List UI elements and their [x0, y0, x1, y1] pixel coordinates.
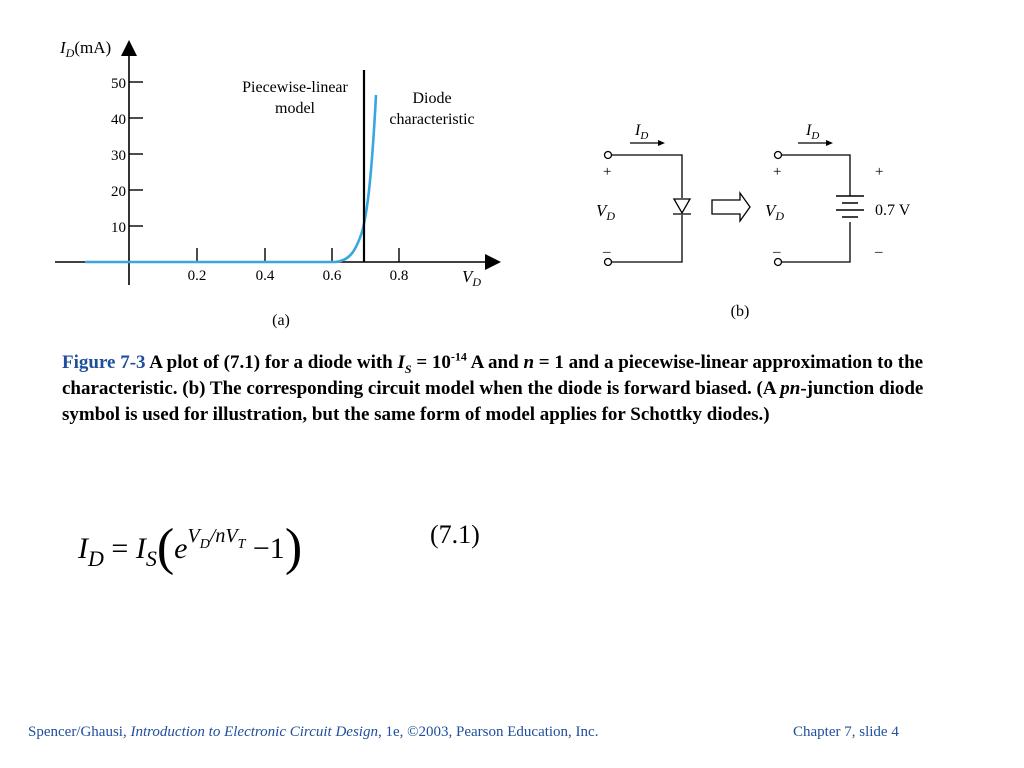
- pn-symbol: pn: [780, 378, 801, 399]
- eq-exp-vd-sub: D: [199, 537, 210, 552]
- eq-exp-vt: V: [225, 525, 238, 547]
- y-axis-label: $I_D(mA)$: [60, 38, 112, 60]
- annotation-characteristic: characteristic: [389, 111, 475, 128]
- footer-slide-number: Chapter 7, slide 4: [793, 724, 899, 740]
- x-tick-label: 0.2: [187, 268, 207, 284]
- footer-authors: Spencer/Ghausi,: [28, 724, 131, 740]
- caption-text: = 1 and a piecewise-linear approximation to the characteristic. (b) The corresponding circuit model when the diode is forward biased. (A: [62, 352, 924, 399]
- eq-lhs-sub: D: [88, 546, 104, 571]
- arrowhead-icon: [826, 140, 833, 146]
- eq-lhs: I: [78, 532, 88, 565]
- x-tick-label: 0.8: [389, 268, 409, 284]
- y-tick-label: 40: [111, 112, 126, 128]
- footer-citation: [28, 724, 598, 741]
- x-ticks: [197, 248, 399, 262]
- eq-rhs: I: [135, 532, 146, 565]
- eq-close-paren: ): [284, 519, 303, 576]
- eq-exp-n: n: [215, 525, 226, 547]
- figure-b-circuit: [570, 0, 970, 335]
- terminal-top-left: [605, 152, 612, 159]
- figure-label: Figure 7-3: [62, 352, 146, 373]
- panel-label-a: (a): [272, 312, 290, 329]
- y-ticks: [129, 82, 143, 226]
- eq-exp-vd: V: [187, 525, 200, 547]
- y-tick-label: 20: [111, 184, 126, 200]
- right-wire: [782, 155, 850, 262]
- x-tick-label: 0.6: [322, 268, 342, 284]
- caption-text: -junction diode symbol is used for illustration, but the same form of model applies for Schottky diodes.): [62, 378, 924, 425]
- y-tick-label: 50: [111, 76, 126, 92]
- battery-minus: –: [875, 244, 883, 260]
- eq-open-paren: (: [156, 519, 175, 576]
- is-symbol: I: [397, 352, 405, 373]
- left-wire: [612, 155, 682, 262]
- figure-caption: [62, 350, 942, 428]
- battery-plus: +: [875, 164, 884, 180]
- eq-exp-slash: /: [209, 525, 216, 547]
- annotation-piecewise-linear: Piecewise-linear: [242, 79, 348, 96]
- battery-icon: [836, 196, 864, 217]
- battery-value: 0.7 V: [875, 202, 911, 219]
- left-current-label: $I_D$: [635, 122, 649, 142]
- eq-rhs-sub: S: [145, 546, 157, 571]
- y-tick-label: 10: [111, 220, 126, 236]
- caption-text: A plot of (7.1) for a diode with: [145, 352, 398, 373]
- eq-equals: =: [111, 532, 129, 565]
- y-tick-label: 30: [111, 148, 126, 164]
- right-voltage-label: $V_D$: [765, 201, 785, 223]
- eq-base: e: [174, 532, 188, 565]
- footer-book-title: Introduction to Electronic Circuit Design: [130, 724, 378, 740]
- right-plus: +: [773, 164, 782, 180]
- eq-minus-one: −1: [252, 532, 285, 565]
- n-symbol: n: [523, 352, 535, 373]
- exponent: -14: [450, 349, 467, 364]
- diode-equation: [78, 512, 498, 576]
- eq-exp-vt-sub: T: [237, 537, 246, 552]
- annotation-model: model: [275, 100, 315, 117]
- left-minus: –: [603, 244, 611, 260]
- equivalence-arrow-icon: [712, 193, 750, 221]
- terminal-top-right: [775, 152, 782, 159]
- annotation-diode: Diode: [412, 90, 452, 107]
- right-current-label: $I_D$: [806, 122, 820, 142]
- footer-publisher: , 1e, ©2003, Pearson Education, Inc.: [377, 724, 599, 740]
- is-subscript: S: [404, 361, 412, 376]
- caption-text: = 10: [411, 352, 451, 373]
- eq-number: (7.1): [430, 520, 480, 549]
- x-axis-label: $V_D$: [462, 267, 482, 289]
- caption-text: A and: [466, 352, 524, 373]
- right-minus: –: [773, 244, 781, 260]
- left-plus: +: [603, 164, 612, 180]
- figure-a-plot: [0, 0, 520, 335]
- left-voltage-label: $V_D$: [596, 201, 616, 223]
- arrowhead-icon: [658, 140, 665, 146]
- panel-label-b: (b): [730, 303, 750, 320]
- diode-icon: [673, 199, 691, 214]
- x-tick-label: 0.4: [255, 268, 275, 284]
